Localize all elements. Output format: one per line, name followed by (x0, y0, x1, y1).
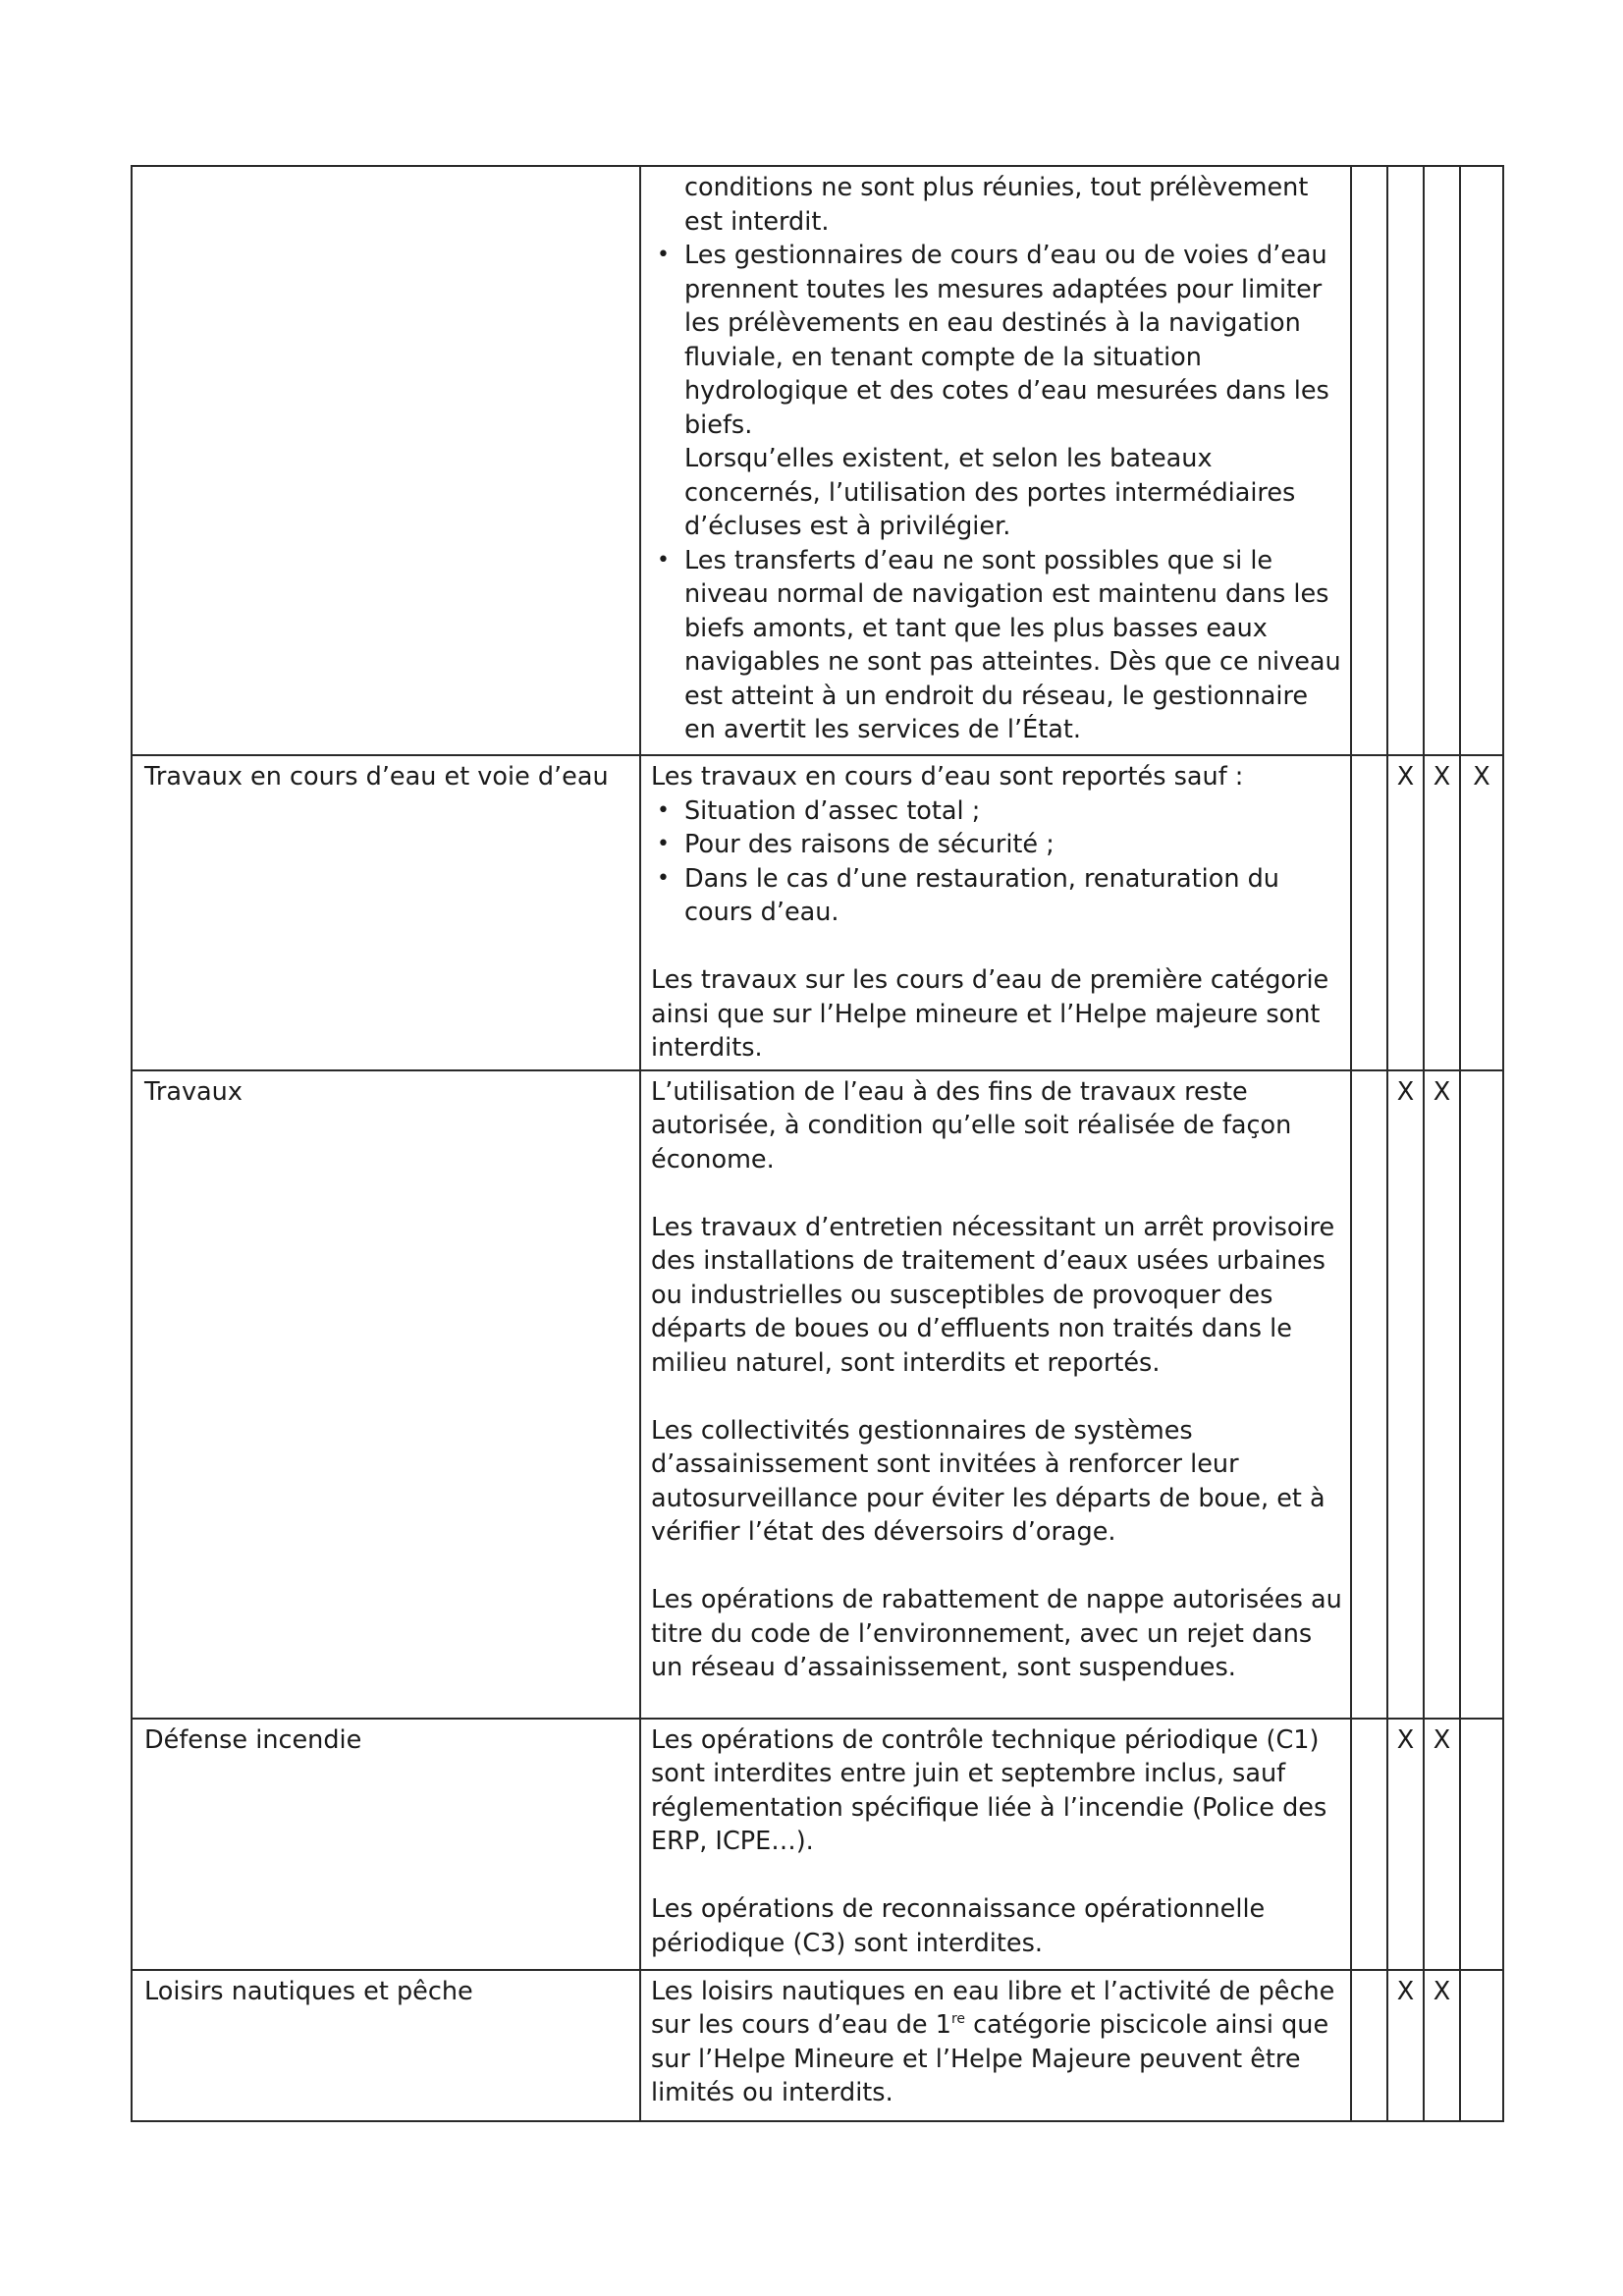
mark-cell (1351, 1719, 1387, 1970)
list-item (651, 544, 1342, 747)
paragraph: Les opérations de reconnaissance opérationnelle périodique (C3) sont interdites. (651, 1894, 1266, 1958)
table-row (132, 755, 1503, 1070)
mark-cell: X (1424, 1970, 1460, 2121)
mark-cell: X (1387, 1970, 1424, 2121)
mark-cell: X (1424, 1719, 1460, 1970)
bullet-text: Les gestionnaires de cours d’eau ou de voies d’eau prennent toutes les mesures adaptées pour limiter les prélèvements en eau destinés à la navigation fluviale, en tenant compte de la situation hydrologique et des cotes d’eau mesurées dans les biefs. (684, 241, 1329, 440)
bullet-text: Les transferts d’eau ne sont possibles que si le niveau normal de navigation est maintenu dans les biefs amonts, et tant que les plus basses eaux navigables ne sont pas atteintes. Dès que ce niveau est atteint à un endroit du réseau, le gestionnaire en avertit les services de l’État. (684, 545, 1341, 744)
mark-cell (1460, 1970, 1503, 2121)
paragraph: Les opérations de rabattement de nappe autorisées au titre du code de l’environnement, avec un rejet dans un réseau d’assainissement, sont suspendues. (651, 1585, 1342, 1682)
mark-cell (1387, 166, 1424, 755)
measure-cell (640, 1719, 1351, 1970)
table-row (132, 166, 1503, 755)
table-row (132, 1970, 1503, 2121)
paragraph: Les travaux sur les cours d’eau de première catégorie ainsi que sur l’Helpe mineure et l’Helpe majeure sont interdits. (651, 965, 1329, 1063)
mark-cell (1351, 755, 1387, 1070)
bullet-list (651, 239, 1342, 747)
category-cell: Travaux (132, 1070, 640, 1719)
mark-cell (1351, 1970, 1387, 2121)
bullet-extra-text: Lorsqu’elles existent, et selon les bateaux concernés, l’utilisation des portes intermédiaires d’écluses est à privilégier. (684, 444, 1296, 541)
paragraph: L’utilisation de l’eau à des fins de travaux reste autorisée, à condition qu’elle soit réalisée de façon économe. (651, 1076, 1292, 1175)
mark-cell: X (1424, 1070, 1460, 1719)
list-item: • Dans le cas d’une restauration, renaturation du cours d’eau. (651, 862, 1342, 930)
mark-cell (1351, 166, 1387, 755)
text-before: Les loisirs nautiques en eau libre et l’activité de pêche sur les cours d’eau de 1 (651, 1976, 1335, 2040)
mark-cell (1460, 1719, 1503, 1970)
mark-cell: X (1387, 1719, 1424, 1970)
mark-cell: X (1424, 755, 1460, 1070)
category-cell: Loisirs nautiques et pêche (132, 1970, 640, 2121)
list-item (651, 239, 1342, 544)
measure-cell (640, 755, 1351, 1070)
restrictions-table (131, 165, 1504, 2122)
mark-cell (1460, 1070, 1503, 1719)
table-row (132, 1070, 1503, 1719)
continued-text: conditions ne sont plus réunies, tout prélèvement est interdit. (684, 173, 1309, 237)
mark-cell (1460, 166, 1503, 755)
paragraph: Les travaux d’entretien nécessitant un arrêt provisoire des installations de traitement d’eaux usées urbaines ou industrielles ou susceptibles de provoquer des départs de boues ou d’effluents non traités dans le milieu naturel, sont interdits et reportés. (651, 1212, 1335, 1378)
category-cell: Défense incendie (132, 1719, 640, 1970)
list-item: • Situation d’assec total ; (651, 794, 1342, 829)
paragraph: Les collectivités gestionnaires de systèmes d’assainissement sont invitées à renforcer leur autosurveillance pour éviter les départs de boue, et à vérifier l’état des déversoirs d’orage. (651, 1415, 1325, 1547)
superscript: re (950, 2011, 966, 2027)
measure-cell (640, 1070, 1351, 1719)
measure-cell (640, 1970, 1351, 2121)
text-after: catégorie piscicole ainsi que sur l’Helpe Mineure et l’Helpe Majeure peuvent être limités ou interdits. (651, 2010, 1329, 2107)
list-item: • Pour des raisons de sécurité ; (651, 828, 1342, 862)
mark-cell (1351, 1070, 1387, 1719)
paragraph: Les opérations de contrôle technique périodique (C1) sont interdites entre juin et septembre inclus, sauf réglementation spécifique liée à l’incendie (Police des ERP, ICPE…). (651, 1724, 1327, 1856)
paragraph (651, 1975, 1342, 2110)
mark-cell (1424, 166, 1460, 755)
mark-cell: X (1387, 1070, 1424, 1719)
bullet-list (651, 794, 1342, 930)
category-cell: Travaux en cours d’eau et voie d’eau (132, 755, 640, 1070)
intro-text: Les travaux en cours d’eau sont reportés sauf : (651, 762, 1244, 792)
mark-cell: X (1387, 755, 1424, 1070)
mark-cell: X (1460, 755, 1503, 1070)
table-row (132, 1719, 1503, 1970)
category-cell (132, 166, 640, 755)
measure-cell (640, 166, 1351, 755)
